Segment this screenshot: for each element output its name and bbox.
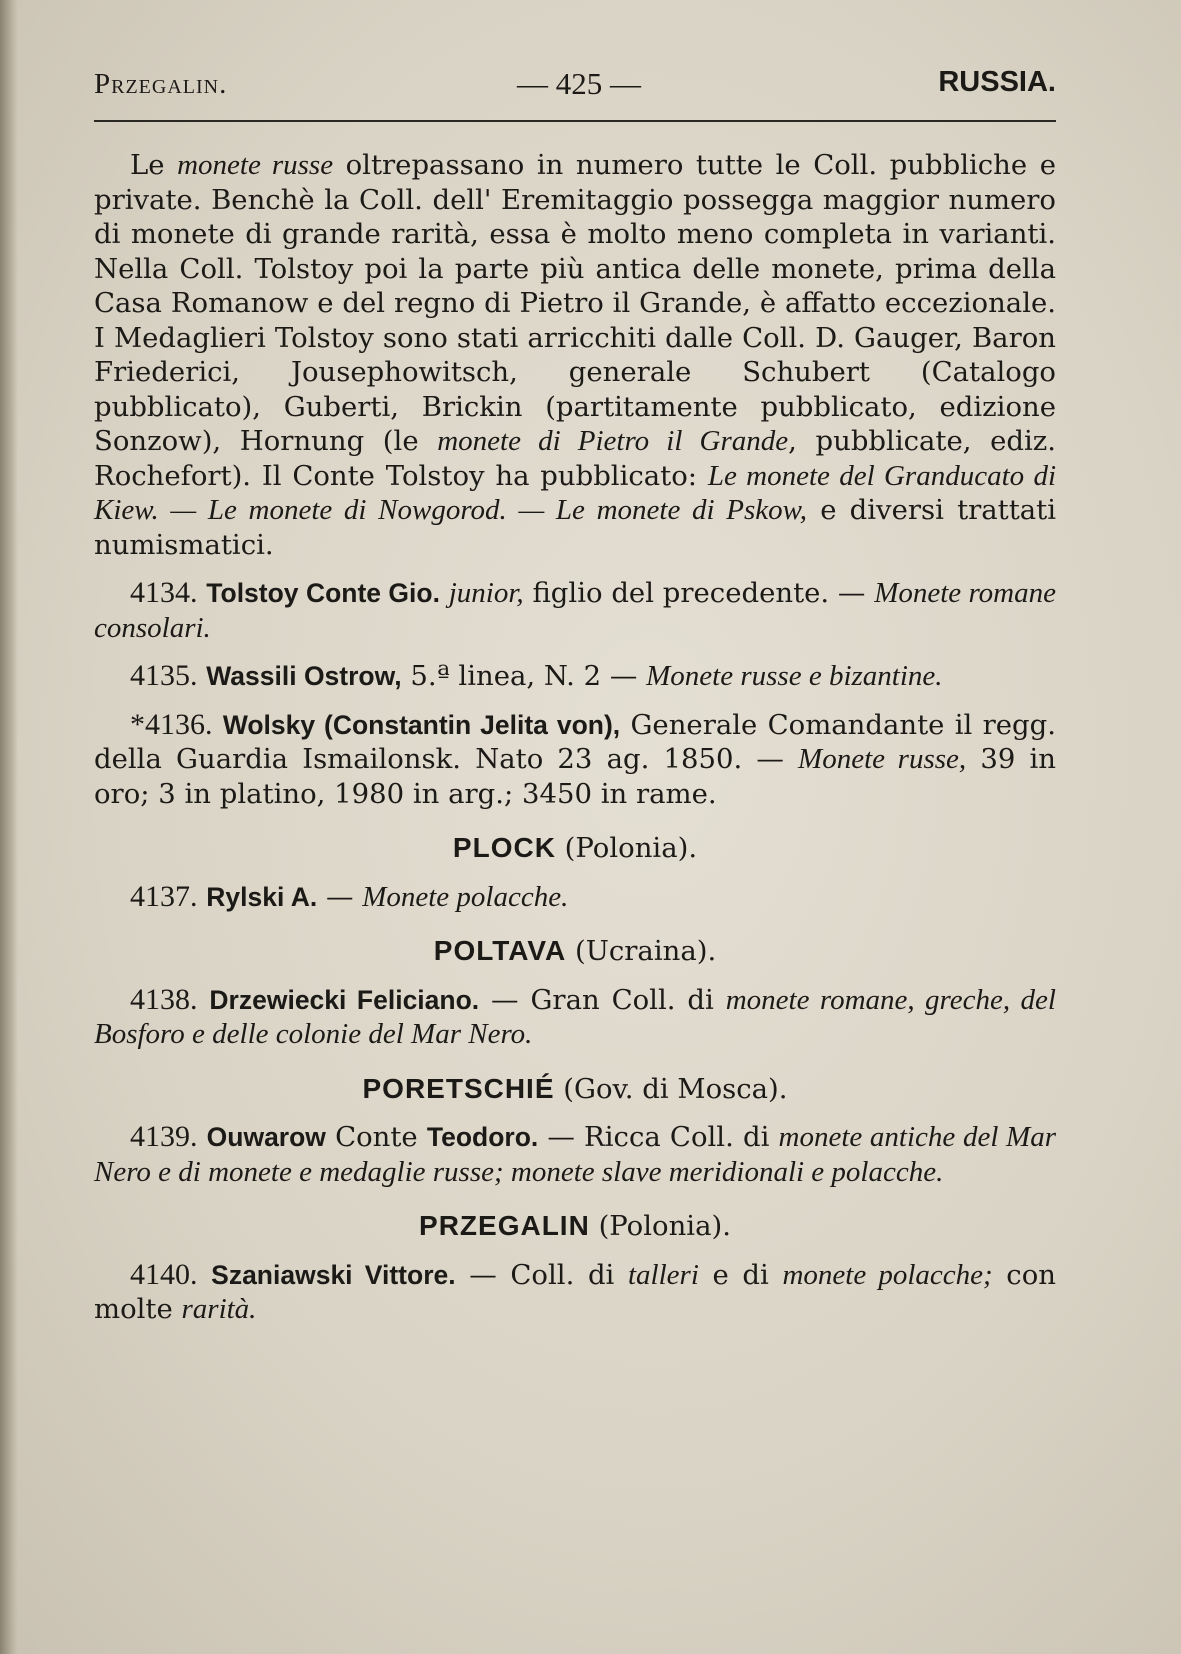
city-name: PORETSCHIÉ xyxy=(362,1072,555,1104)
entry-italic: monete romane, greche, del Bosforo e delle colonie del Mar Nero. xyxy=(94,983,1056,1050)
page-binding-shadow xyxy=(0,0,18,1654)
intro-italic-2: monete di Pietro il Grande xyxy=(437,425,789,457)
entry-italic: Monete romane consolari. xyxy=(94,577,1056,644)
entry-text: — Coll. di xyxy=(455,1258,628,1291)
entry-number: 4134. xyxy=(130,576,198,609)
entry-4138 xyxy=(94,983,1056,1052)
entry-text: — Gran Coll. di xyxy=(479,983,726,1016)
entry-italic: talleri xyxy=(627,1258,699,1291)
intro-text-1: Le xyxy=(130,149,178,181)
entry-italic: rarità. xyxy=(181,1293,257,1325)
entry-text: e di xyxy=(698,1258,783,1291)
header-rule xyxy=(94,120,1056,122)
city-name: PRZEGALIN xyxy=(419,1210,590,1241)
entry-number: 4139. xyxy=(130,1120,198,1153)
page-number: — 425 — xyxy=(517,66,641,101)
entry-number: 4138. xyxy=(130,982,198,1016)
entry-text: figlio del precedente. — xyxy=(523,577,875,609)
entry-text: 5.ª linea, N. 2 — xyxy=(401,660,647,692)
entry-name: Rylski A. xyxy=(206,881,318,912)
entry-italic: Monete polacche. xyxy=(362,880,569,913)
entry-name: Szaniawski Vittore. xyxy=(211,1259,456,1290)
entry-4140 xyxy=(94,1258,1056,1327)
entry-text: Generale Comandante il regg. della Guardia Ismailonsk. Nato 23 ag. 1850. — xyxy=(94,708,1056,775)
entry-number: *4136. xyxy=(130,707,213,741)
entry-name: Ouwarow xyxy=(206,1122,326,1152)
entry-text: Conte xyxy=(325,1121,427,1153)
city-heading-plock xyxy=(94,831,1056,866)
intro-text-3: , pubblicate, ediz. Rochefort). Il Conte Tolstoy ha pubblicato: xyxy=(94,425,1057,492)
entry-name: Teodoro. xyxy=(426,1122,539,1152)
entry-4139 xyxy=(94,1120,1056,1189)
entry-name: Wolsky (Constantin Jelita von), xyxy=(222,709,621,740)
city-heading-przegalin xyxy=(94,1209,1056,1244)
entry-italic: junior, xyxy=(448,577,524,609)
intro-paragraph xyxy=(94,148,1056,562)
page-body xyxy=(94,148,1056,1327)
entry-italic: Monete russe, xyxy=(798,743,967,775)
entry-number: 4135. xyxy=(130,659,198,692)
entry-text: con molte xyxy=(94,1258,1056,1325)
entry-text: — Ricca Coll. di xyxy=(538,1121,779,1153)
entry-name: Wassili Ostrow, xyxy=(206,661,402,691)
header-right-title: RUSSIA. xyxy=(938,66,1056,98)
entry-italic: monete antiche del Mar Nero e di monete e medaglie russe; monete slave meridionali e polacche. xyxy=(94,1121,1056,1188)
intro-italic-3: Le monete del Granducato di Kiew. — Le monete di Nowgorod. — Le monete di Pskow, xyxy=(94,459,1057,526)
running-header xyxy=(94,62,1056,110)
header-left-title: Przegalin. xyxy=(94,68,228,100)
entry-name: Tolstoy Conte Gio. xyxy=(206,578,440,608)
entry-4137 xyxy=(94,880,1056,915)
city-name: PLOCK xyxy=(452,832,556,863)
entry-italic: Monete russe e bizantine. xyxy=(646,660,943,692)
intro-text-4: e diversi trattati numismatici. xyxy=(94,494,1057,561)
city-heading-poltava xyxy=(94,934,1056,969)
city-region: (Polonia). xyxy=(598,1210,731,1242)
city-region: (Gov. di Mosca). xyxy=(563,1072,788,1105)
entry-text: — xyxy=(317,880,363,913)
intro-text-2: oltrepassano in numero tutte le Coll. pubbliche e private. Benchè la Coll. dell' Eremitaggio possegga maggior numero di monete di grande rarità, essa è molto meno completa in varianti. Nella Coll. Tolstoy poi la parte più antica delle monete, prima della Casa Romanow e del regno di Pietro il Grande, è affatto eccezionale. I Medaglieri Tolstoy sono stati arricchiti dalle Coll. D. Gauger, Baron Friederici, Jousephowitsch, generale Schubert (Catalogo pubblicato), Guberti, Brickin (partitamente pubblicato, edizione Sonzow), Hornung (le xyxy=(94,149,1056,457)
city-heading-poretschie xyxy=(94,1072,1056,1107)
entry-4135 xyxy=(94,659,1056,694)
intro-italic-1: monete russe xyxy=(177,149,334,181)
entry-text: 39 in oro; 3 in platino, 1980 in arg.; 3450 in rame. xyxy=(94,743,1056,810)
city-name: POLTAVA xyxy=(433,935,567,966)
entry-4134 xyxy=(94,576,1056,645)
entry-number: 4137. xyxy=(130,879,198,913)
entry-name: Drzewiecki Feliciano. xyxy=(209,984,480,1015)
city-region: (Polonia). xyxy=(564,832,698,864)
entry-number: 4140. xyxy=(130,1257,198,1291)
entry-italic: monete polacche; xyxy=(782,1258,993,1291)
city-region: (Ucraina). xyxy=(574,935,717,967)
entry-4136 xyxy=(94,708,1056,812)
